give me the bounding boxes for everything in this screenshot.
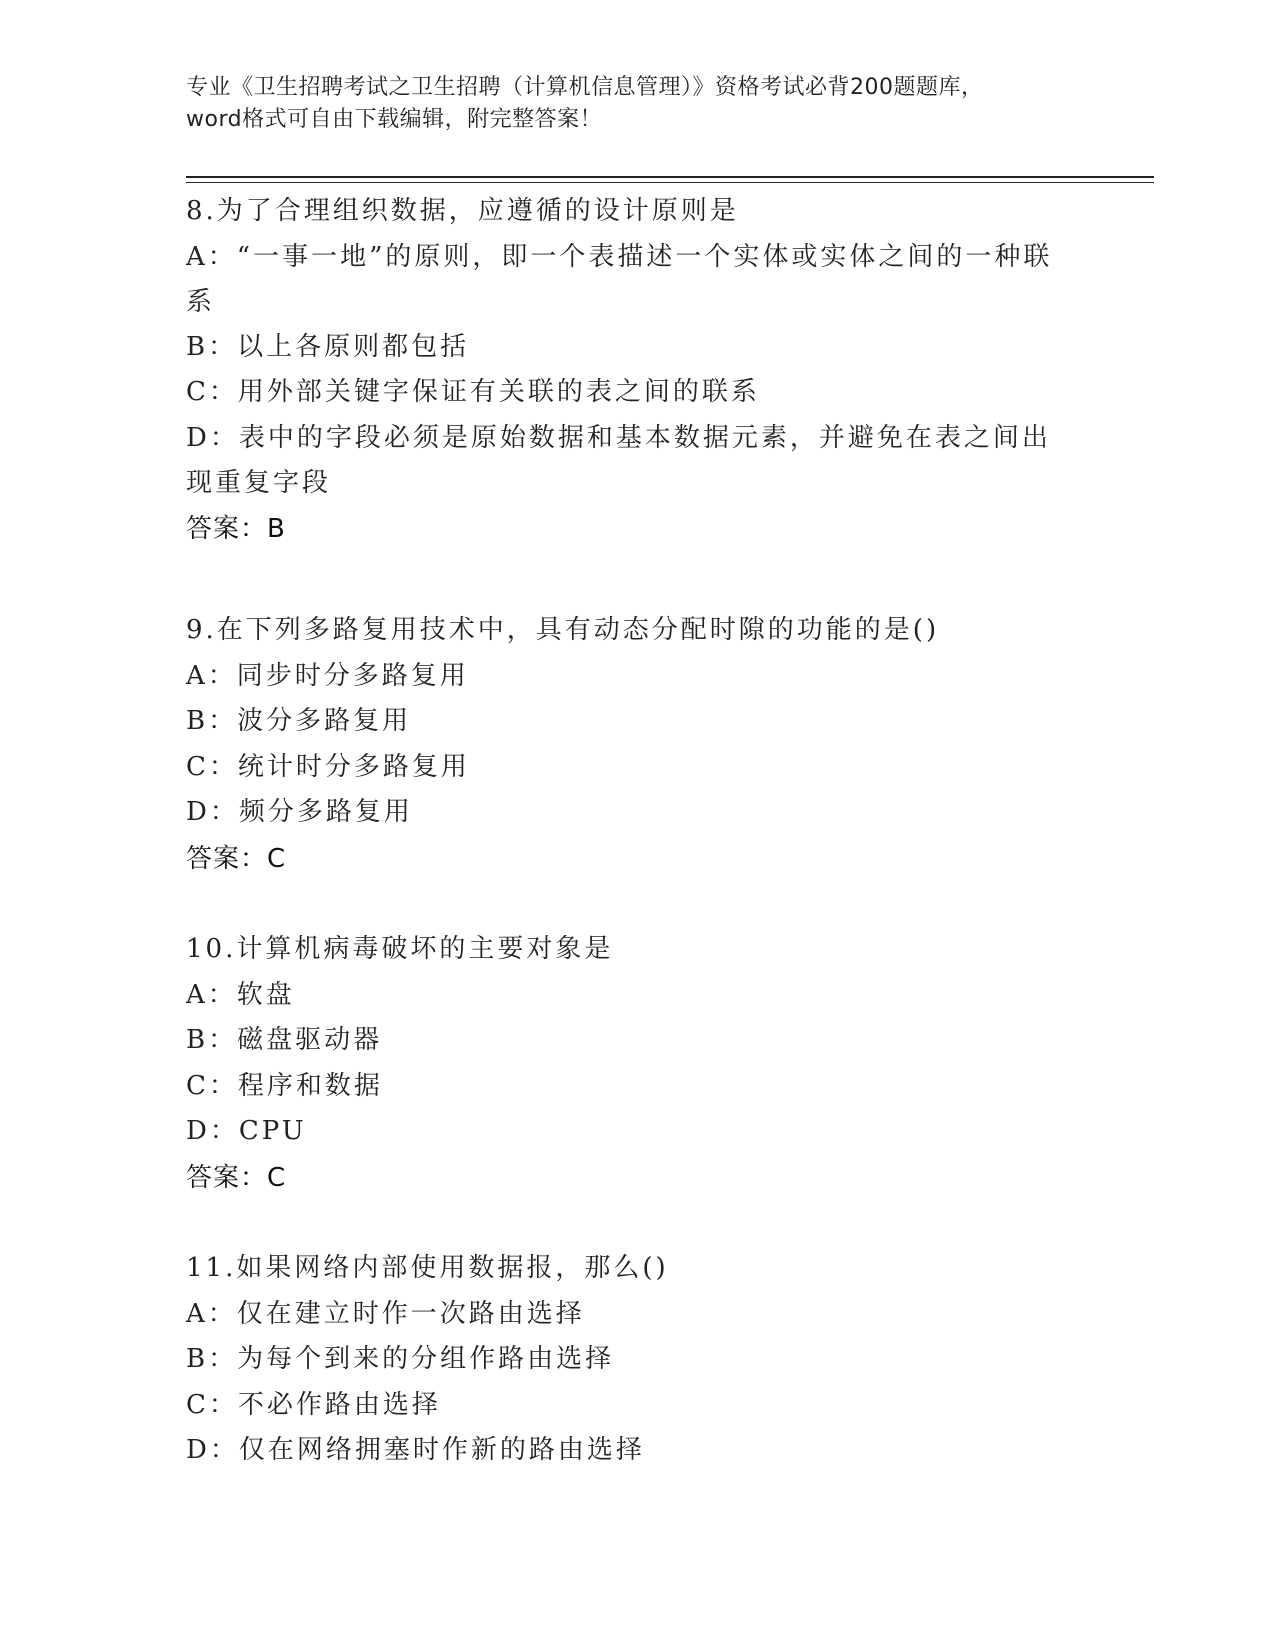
option-a: A：“一事一地”的原则，即一个表描述一个实体或实体之间的一种联系 (186, 241, 1053, 317)
option-a: A：软盘 (186, 979, 295, 1010)
option-a: A：仅在建立时作一次路由选择 (186, 1298, 585, 1329)
question-stem: 10.计算机病毒破坏的主要对象是 (186, 934, 614, 964)
option-c: C：不必作路由选择 (186, 1389, 441, 1420)
option-b: B：为每个到来的分组作路由选择 (186, 1344, 615, 1374)
option-b: B：以上各原则都包括 (186, 331, 470, 362)
document-header (186, 72, 1086, 136)
option-c: C：统计时分多路复用 (186, 751, 470, 782)
option-a: A：同步时分多路复用 (186, 660, 469, 691)
option-d: D：CPU (186, 1116, 307, 1146)
option-d: D：仅在网络拥塞时作新的路由选择 (186, 1435, 645, 1465)
answer: 答案：C (186, 843, 287, 874)
question-stem: 9.在下列多路复用技术中，具有动态分配时隙的功能的是() (186, 615, 940, 645)
option-d: D：表中的字段必须是原始数据和基本数据元素，并避免在表之间出现重复字段 (186, 422, 1051, 498)
question-11 (186, 1246, 1086, 1474)
header-divider-thick (186, 176, 1154, 178)
question-10 (186, 927, 1086, 1201)
option-c: C：用外部关键字保证有关联的表之间的联系 (186, 377, 760, 407)
option-c: C：程序和数据 (186, 1070, 383, 1101)
question-9 (186, 608, 1086, 882)
option-b: B：波分多路复用 (186, 706, 412, 736)
header-divider-thin (186, 182, 1154, 183)
header-line-1: 专业《卫生招聘考试之卫生招聘（计算机信息管理）》资格考试必背200题题库， (186, 75, 984, 100)
question-stem: 8.为了合理组织数据，应遵循的设计原则是 (186, 196, 739, 226)
question-stem: 11.如果网络内部使用数据报，那么() (186, 1253, 669, 1283)
answer: 答案：B (186, 513, 286, 544)
option-d: D：频分多路复用 (186, 797, 413, 827)
question-8 (186, 189, 1086, 552)
header-line-2: word格式可自由下载编辑，附完整答案！ (186, 107, 603, 132)
option-b: B：磁盘驱动器 (186, 1025, 383, 1055)
answer: 答案：C (186, 1162, 287, 1193)
